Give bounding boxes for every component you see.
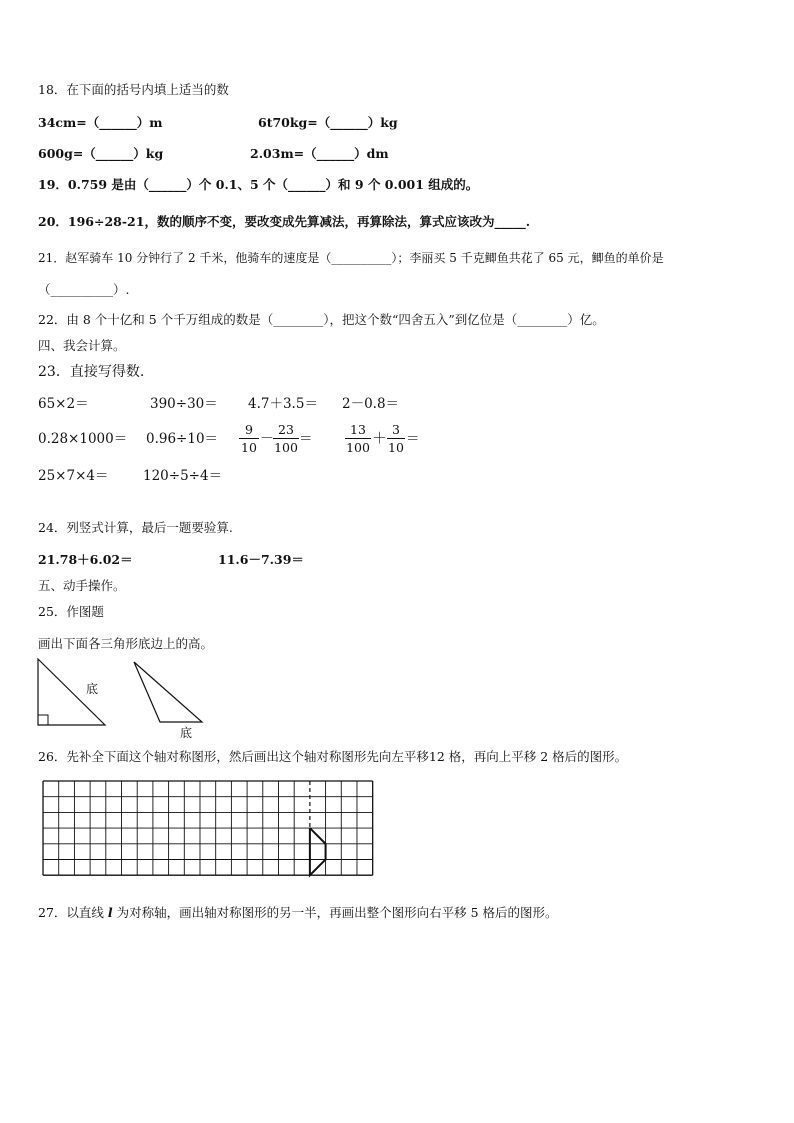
q23-item-6: 0.96÷10＝ <box>146 431 219 447</box>
q23-item-8: 120÷5÷4＝ <box>143 468 223 484</box>
q23-item-3: 4.7＋3.5＝ <box>248 396 318 412</box>
q24-item-2: 11.6－7.39＝ <box>218 552 304 567</box>
q26-text: 26．先补全下面这个轴对称图形，然后画出这个轴对称图形先向左平移12 格，再向上平移 2 格后的图形。 <box>38 749 628 764</box>
q18-item-3: 600g=（______）kg <box>38 146 164 161</box>
denominator: 10 <box>388 440 404 455</box>
minus-sign: － <box>260 431 274 447</box>
q23-fraction-9-10 <box>239 422 259 455</box>
q25-title: 25．作图题 <box>38 604 104 619</box>
q23-fraction-13-100 <box>345 422 371 455</box>
q23-item-4: 2－0.8＝ <box>342 396 400 412</box>
q27-text <box>38 905 558 921</box>
denominator: 100 <box>346 440 370 455</box>
q27-suffix: 为对称轴，画出轴对称图形的另一半，再画出整个图形向右平移 5 格后的图形。 <box>112 905 558 920</box>
numerator: 9 <box>245 422 253 437</box>
q19-text: 19．0.759 是由（______）个 0.1、5 个（______）和 9 个 0.001 组成的。 <box>38 177 479 192</box>
equals-sign: ＝ <box>299 431 313 447</box>
triangle-2-base-label: 底 <box>180 726 193 740</box>
q27-prefix: 27．以直线 <box>38 905 108 920</box>
q23-item-2: 390÷30＝ <box>150 396 218 412</box>
section-5-heading: 五、动手操作。 <box>38 578 126 593</box>
half-shape <box>310 828 326 875</box>
q23-fraction-3-10 <box>387 422 405 455</box>
q23-item-1: 65×2＝ <box>38 396 89 412</box>
plus-sign: ＋ <box>372 429 388 447</box>
q23-item-5: 0.28×1000＝ <box>38 431 128 447</box>
q18-item-1: 34cm=（______）m <box>38 115 163 130</box>
numerator: 13 <box>350 422 366 437</box>
q23-fraction-23-100 <box>273 422 299 455</box>
q21-line-1: 21．赵军骑车 10 分钟行了 2 千米，他骑车的速度是（__________）；李丽买 5 千克鲫鱼共花了 65 元，鲫鱼的单价是 <box>38 251 664 265</box>
q18-item-4: 2.03m=（______）dm <box>250 146 389 161</box>
q21-line-2: （__________）. <box>38 282 130 297</box>
axis-variable: l <box>107 905 113 920</box>
square-grid-figure <box>42 780 374 876</box>
denominator: 10 <box>241 440 257 455</box>
equals-sign: ＝ <box>406 431 420 447</box>
triangle-1-base-label: 底 <box>86 682 99 696</box>
q23-item-7: 25×7×4＝ <box>38 468 109 484</box>
obtuse-triangle-figure <box>130 660 206 726</box>
numerator: 3 <box>392 422 400 437</box>
denominator: 100 <box>274 440 298 455</box>
q20-text: 20．196÷28-21，数的顺序不变，要改变成先算减法，再算除法，算式应该改为_____. <box>38 214 531 229</box>
q24-item-1: 21.78＋6.02＝ <box>38 552 133 567</box>
q25-instruction: 画出下面各三角形底边上的高。 <box>38 636 214 651</box>
q18-item-2: 6t70kg=（______）kg <box>258 115 398 130</box>
section-4-heading: 四、我会计算。 <box>38 338 126 353</box>
q23-title: 23．直接写得数. <box>38 364 145 380</box>
q24-title: 24．列竖式计算，最后一题要验算. <box>38 520 233 535</box>
numerator: 23 <box>278 422 294 437</box>
q22-text: 22．由 8 个十亿和 5 个千万组成的数是（________），把这个数“四舍五入”到亿位是（________）亿。 <box>38 312 605 327</box>
q18-title: 18．在下面的括号内填上适当的数 <box>38 82 229 97</box>
